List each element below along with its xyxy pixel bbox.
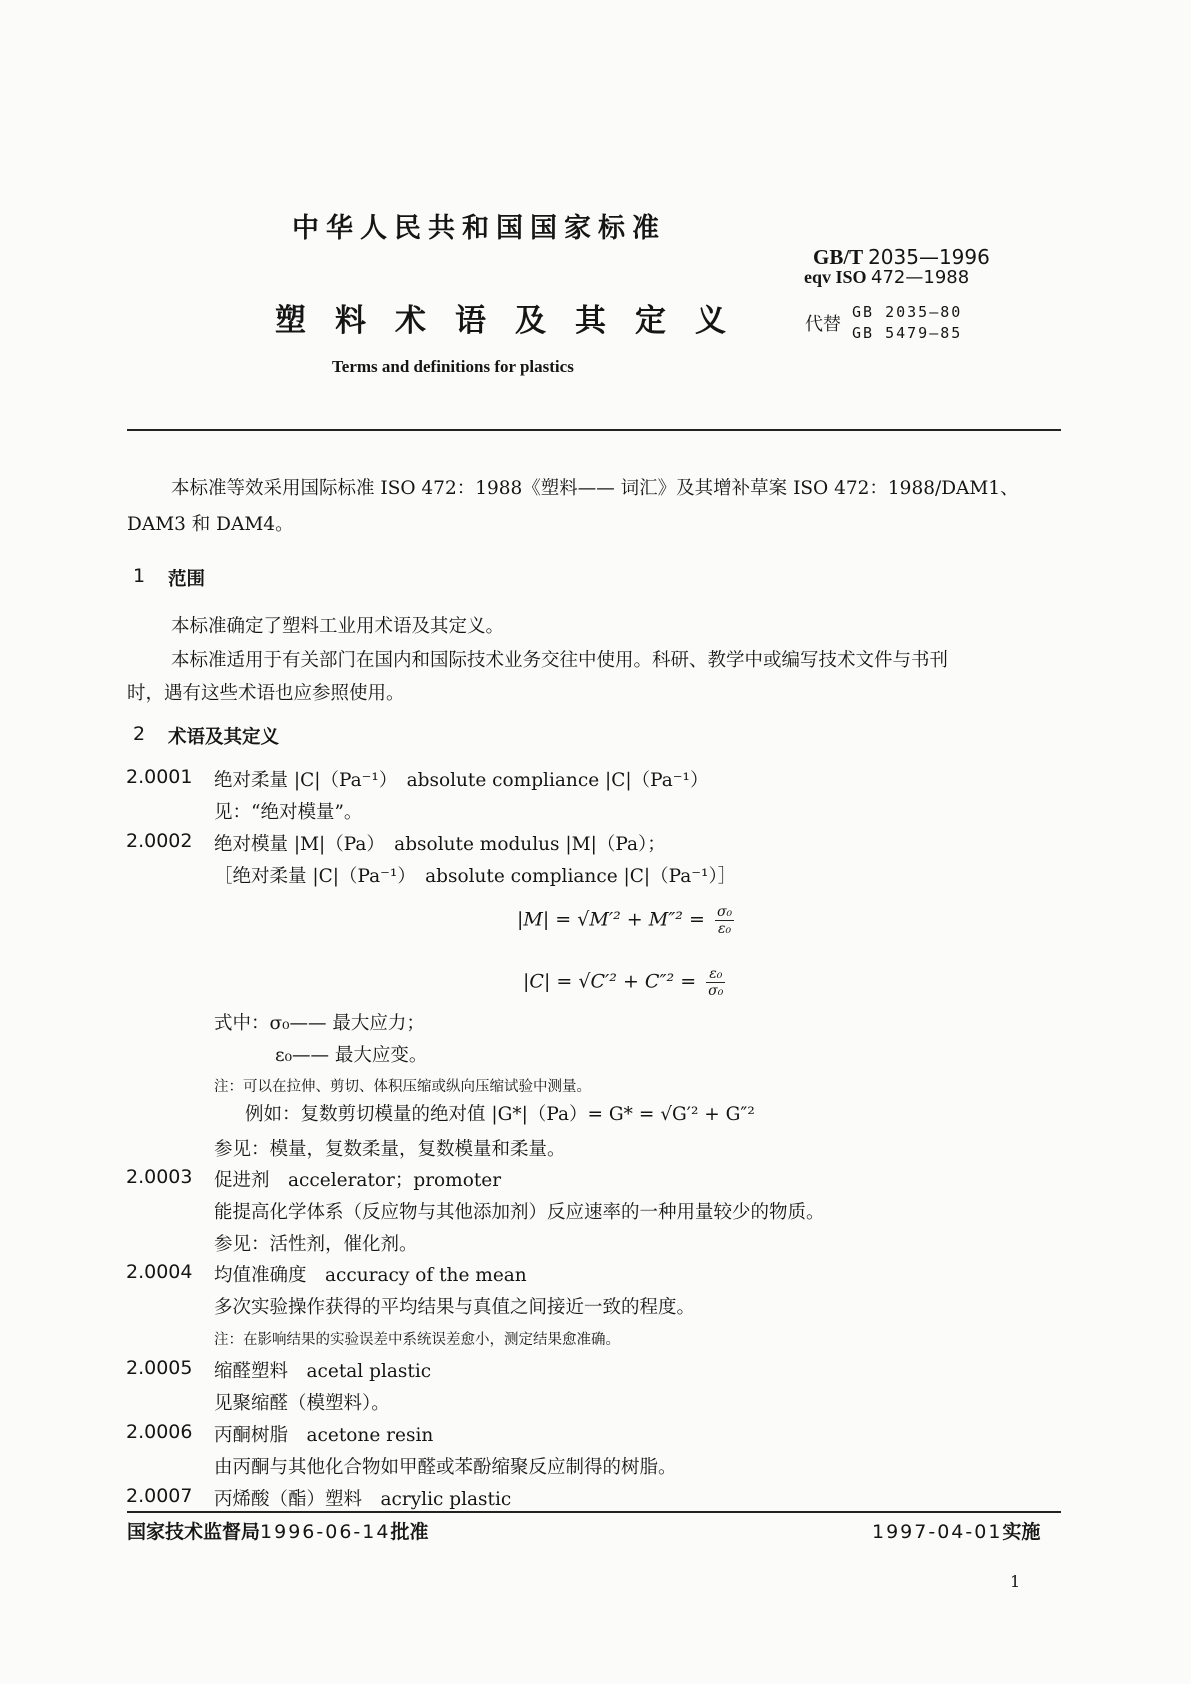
equivalent-standard	[804, 267, 969, 288]
term-number: 2.0005	[126, 1357, 193, 1379]
effective-info	[872, 1517, 1040, 1544]
national-standard-title: 中华人民共和国国家标准	[292, 213, 666, 244]
term-note: 注：在影响结果的实验误差中系统误差愈小，测定结果愈准确。	[214, 1332, 620, 1348]
term-see: 参见：活性剂，催化剂。	[214, 1234, 418, 1255]
intro-text-line1: 本标准等效采用国际标准 ISO 472：1988《塑料—— 词汇》及其增补草案 ISO 472：1988/DAM1、	[171, 478, 1019, 499]
term-number: 2.0003	[126, 1166, 193, 1188]
term-note: 注：可以在拉伸、剪切、体积压缩或纵向压缩试验中测量。	[214, 1079, 591, 1095]
formula-where-line1: 式中：σ₀—— 最大应力；	[214, 1013, 425, 1034]
term-see: 见：“绝对模量”。	[214, 802, 363, 823]
term-heading: 绝对模量 |M|（Pa） absolute modulus |M|（Pa）；	[214, 834, 666, 855]
term-definition: 由丙酮与其他化合物如甲醛或苯酚缩聚反应制得的树脂。	[214, 1457, 677, 1478]
approval-label: 批准	[390, 1521, 429, 1543]
term-number: 2.0007	[126, 1485, 193, 1507]
document-title-cn: 塑料术语及其定义	[275, 303, 755, 339]
fraction-numerator: σ₀	[716, 904, 733, 920]
formula-fraction	[715, 904, 734, 937]
fraction-numerator: ε₀	[706, 966, 725, 983]
section-number: 1	[133, 565, 146, 587]
approval-info	[127, 1517, 428, 1544]
fraction-denominator: σ₀	[708, 983, 724, 999]
replaced-standard: GB 2035—80	[852, 303, 963, 321]
approval-org: 国家技术监督局	[127, 1521, 261, 1543]
term-number: 2.0001	[126, 766, 193, 788]
replaced-standard: GB 5479—85	[852, 324, 963, 342]
term-number: 2.0004	[126, 1261, 193, 1283]
term-heading: 促进剂 accelerator；promoter	[214, 1170, 502, 1191]
section-title: 范围	[168, 569, 206, 590]
term-heading: 丙酮树脂 acetone resin	[214, 1425, 434, 1446]
term-number: 2.0006	[126, 1421, 193, 1443]
fraction-denominator: ε₀	[717, 921, 732, 937]
footer-divider	[127, 1511, 1061, 1513]
term-definition: 见聚缩醛（模塑料）。	[214, 1393, 390, 1414]
equivalent-standard-prefix: eqv ISO	[804, 267, 867, 287]
term-number: 2.0002	[126, 830, 193, 852]
term-see: 参见：模量，复数柔量，复数模量和柔量。	[214, 1139, 566, 1160]
section-number: 2	[133, 723, 146, 745]
formula-compliance	[523, 966, 725, 999]
replaces-label: 代替	[805, 314, 841, 335]
page-number: 1	[1010, 1572, 1021, 1591]
scope-para2-line2: 时，遇有这些术语也应参照使用。	[127, 683, 405, 704]
term-heading: 绝对柔量 |C|（Pa⁻¹） absolute compliance |C|（Pa⁻¹）	[214, 770, 709, 791]
formula-lhs: |C| = √C′² + C″² =	[523, 970, 697, 993]
term-definition: 多次实验操作获得的平均结果与真值之间接近一致的程度。	[214, 1297, 696, 1318]
term-definition: 能提高化学体系（反应物与其他添加剂）反应速率的一种用量较少的物质。	[214, 1202, 825, 1223]
scope-para1: 本标准确定了塑料工业用术语及其定义。	[171, 616, 505, 637]
term-heading: 丙烯酸（酯）塑料 acrylic plastic	[214, 1489, 512, 1510]
formula-lhs: |M| = √M′² + M″² =	[517, 908, 705, 931]
formula-where-line2: ε₀—— 最大应变。	[275, 1045, 428, 1066]
effective-label: 实施	[1002, 1521, 1041, 1543]
document-title-en: Terms and definitions for plastics	[332, 357, 574, 376]
equivalent-standard-number: 472—1988	[871, 267, 970, 288]
intro-text-line2: DAM3 和 DAM4。	[127, 514, 294, 535]
effective-date: 1997-04-01	[872, 1521, 1003, 1543]
standard-code-number: 2035—1996	[868, 245, 990, 269]
standard-code-prefix: GB/T	[813, 245, 863, 269]
term-example: 例如：复数剪切模量的绝对值 |G*|（Pa）= G* = √G′² + G″²	[245, 1104, 755, 1125]
formula-modulus	[517, 904, 734, 937]
term-heading: 缩醛塑料 acetal plastic	[214, 1361, 432, 1382]
term-alternative: ［绝对柔量 |C|（Pa⁻¹） absolute compliance |C|（Pa⁻¹）］	[214, 866, 737, 887]
header-divider	[127, 429, 1061, 431]
term-heading: 均值准确度 accuracy of the mean	[214, 1265, 527, 1286]
scope-para2-line1: 本标准适用于有关部门在国内和国际技术业务交往中使用。科研、教学中或编写技术文件与书刊	[171, 650, 949, 671]
approval-date: 1996-06-14	[260, 1521, 391, 1543]
formula-fraction	[706, 966, 725, 999]
section-title: 术语及其定义	[168, 727, 280, 748]
